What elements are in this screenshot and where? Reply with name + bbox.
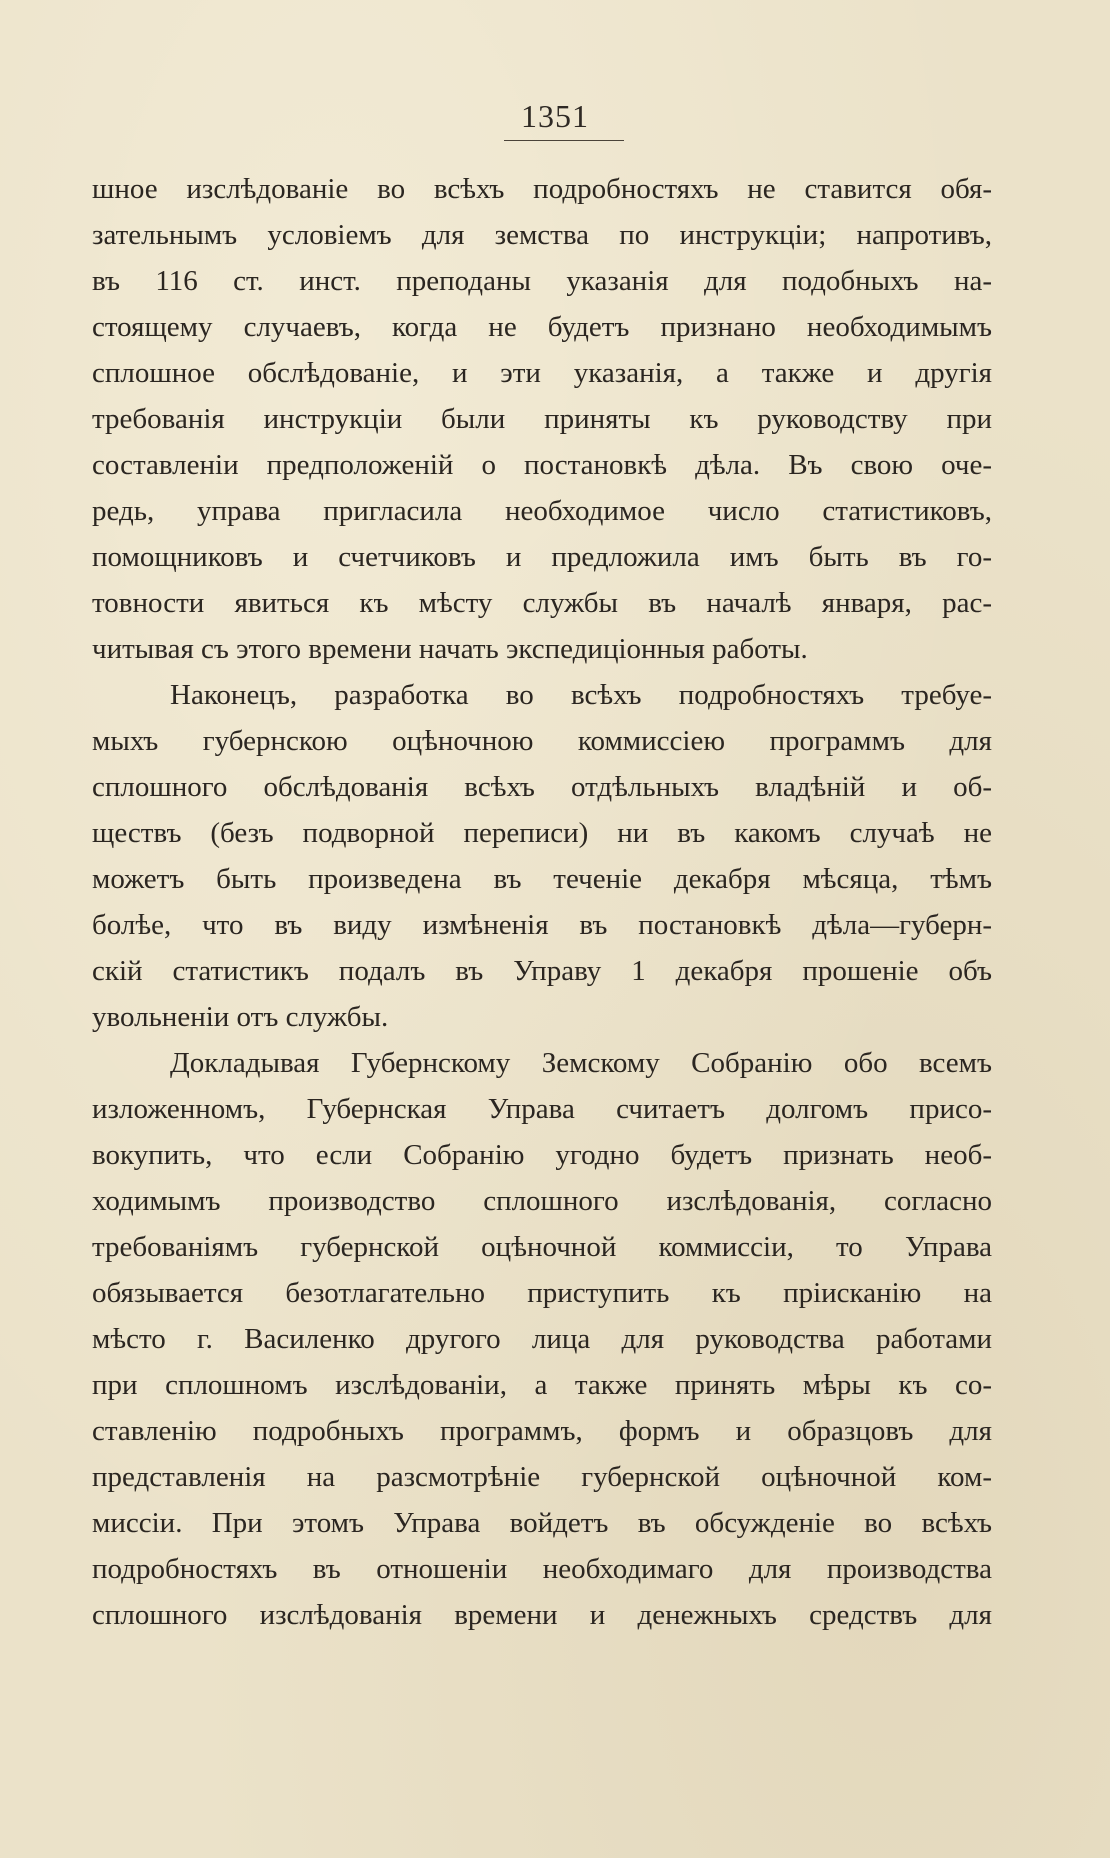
text-line: скій статистикъ подалъ въ Управу 1 декабря прошеніе объ [92,955,992,987]
text-line: зательнымъ условіемъ для земства по инструкціи; напротивъ, [92,219,992,251]
text-line: сплошного обслѣдованія всѣхъ отдѣльныхъ владѣній и об- [92,771,992,803]
text-line: можетъ быть произведена въ теченіе декабря мѣсяца, тѣмъ [92,863,992,895]
text-line: Наконецъ, разработка во всѣхъ подробностяхъ требуе- [170,679,992,711]
text-line: товности явиться къ мѣсту службы въ началѣ января, рас- [92,587,992,619]
text-line: изложенномъ, Губернская Управа считаетъ долгомъ присо- [92,1093,992,1125]
text-line: помощниковъ и счетчиковъ и предложила имъ быть въ го- [92,541,992,573]
text-line: читывая съ этого времени начать экспедиціонныя работы. [92,633,808,665]
paragraph [92,672,992,1040]
text-line: требованіямъ губернской оцѣночной коммиссіи, то Управа [92,1231,992,1263]
header-rule [504,140,624,141]
text-line: ставленію подробныхъ программъ, формъ и образцовъ для [92,1415,992,1447]
text-line: представленія на разсмотрѣніе губернской оцѣночной ком- [92,1461,992,1493]
text-line: подробностяхъ въ отношеніи необходимаго для производства [92,1553,992,1585]
text-line: сплошного изслѣдованія времени и денежныхъ средствъ для [92,1599,992,1631]
text-line: въ 116 ст. инст. преподаны указанія для подобныхъ на- [92,265,992,297]
text-line: мѣсто г. Василенко другого лица для руководства работами [92,1323,992,1355]
text-line: Докладывая Губернскому Земскому Собранію обо всемъ [170,1047,992,1079]
text-line: требованія инструкціи были приняты къ руководству при [92,403,992,435]
body-text [92,166,992,1638]
paragraph [92,166,992,672]
text-line: составленіи предположеній о постановкѣ дѣла. Въ свою оче- [92,449,992,481]
page-number: 1351 [521,98,589,134]
text-line: шное изслѣдованіе во всѣхъ подробностяхъ не ставится обя- [92,173,992,205]
text-line: ходимымъ производство сплошного изслѣдованія, согласно [92,1185,992,1217]
paragraph [92,1040,992,1638]
text-line: мыхъ губернскою оцѣночною коммиссіею программъ для [92,725,992,757]
text-line: миссіи. При этомъ Управа войдетъ въ обсужденіе во всѣхъ [92,1507,992,1539]
text-line: увольненіи отъ службы. [92,1001,389,1033]
text-line: болѣе, что въ виду измѣненія въ постановкѣ дѣла—губерн- [92,909,992,941]
text-line: обязывается безотлагательно приступить къ пріисканію на [92,1277,992,1309]
text-line: ществъ (безъ подворной переписи) ни въ какомъ случаѣ не [92,817,992,849]
text-line: сплошное обслѣдованіе, и эти указанія, а также и другія [92,357,992,389]
text-line: при сплошномъ изслѣдованіи, а также принять мѣры къ со- [92,1369,992,1401]
text-line: редь, управа пригласила необходимое число статистиковъ, [92,495,992,527]
text-line: вокупить, что если Собранію угодно будетъ признать необ- [92,1139,992,1171]
text-line: стоящему случаевъ, когда не будетъ признано необходимымъ [92,311,992,343]
